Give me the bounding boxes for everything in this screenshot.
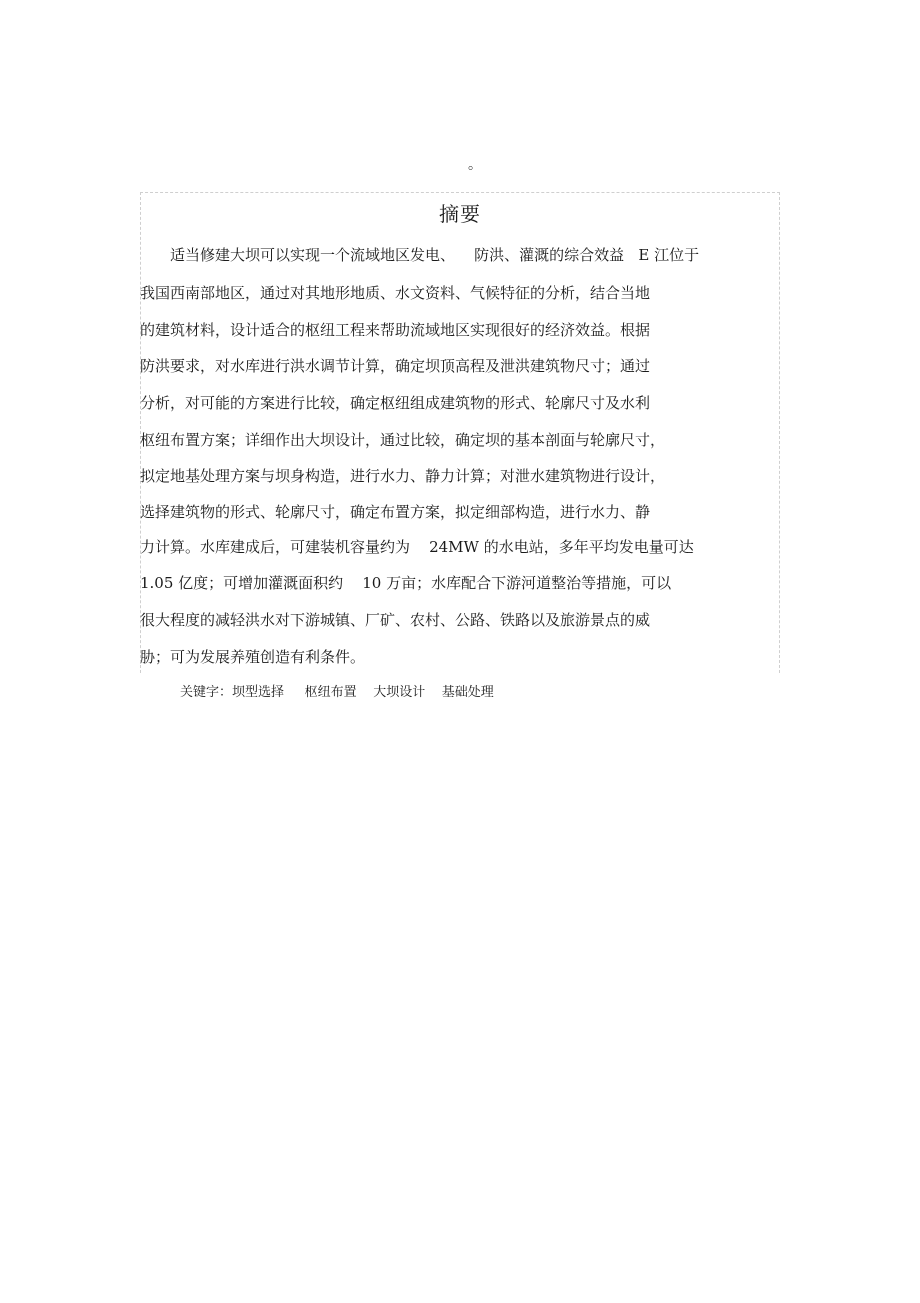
top-mark: 。 — [468, 157, 482, 173]
abstract-line: 选择建筑物的形式、轮廓尺寸，确定布置方案，拟定细部构造，进行水力、静 — [140, 503, 651, 521]
abstract-line: 防洪要求，对水库进行洪水调节计算，确定坝顶高程及泄洪建筑物尺寸；通过 — [140, 357, 651, 375]
abstract-line: 拟定地基处理方案与坝身构造，进行水力、静力计算；对泄水建筑物进行设计， — [140, 467, 666, 485]
abstract-line: 枢纽布置方案；详细作出大坝设计，通过比较，确定坝的基本剖面与轮廓尺寸， — [140, 431, 666, 449]
abstract-line: 胁；可为发展养殖创造有利条件。 — [140, 648, 366, 666]
abstract-line: 我国西南部地区，通过对其地形地质、水文资料、气候特征的分析，结合当地 — [140, 284, 651, 302]
keywords-line: 关键字：坝型选择 枢纽布置 大坝设计 基础处理 — [180, 685, 494, 700]
abstract-line: 1.05 亿度；可增加灌溉面积约 10 万亩；水库配合下游河道整治等措施，可以 — [140, 574, 672, 592]
abstract-line: 很大程度的减轻洪水对下游城镇、厂矿、农村、公路、铁路以及旅游景点的威 — [140, 611, 651, 629]
abstract-line: 的建筑材料，设计适合的枢纽工程来帮助流域地区实现很好的经济效益。根据 — [140, 321, 651, 339]
abstract-line: 分析，对可能的方案进行比较，确定枢纽组成建筑物的形式、轮廓尺寸及水利 — [140, 394, 651, 412]
abstract-title: 摘要 — [439, 202, 481, 226]
abstract-line: 力计算。水库建成后，可建装机容量约为 24MW 的水电站，多年平均发电量可达 — [140, 538, 694, 556]
abstract-line: 适当修建大坝可以实现一个流域地区发电、 防洪、灌溉的综合效益 E 江位于 — [170, 246, 700, 264]
